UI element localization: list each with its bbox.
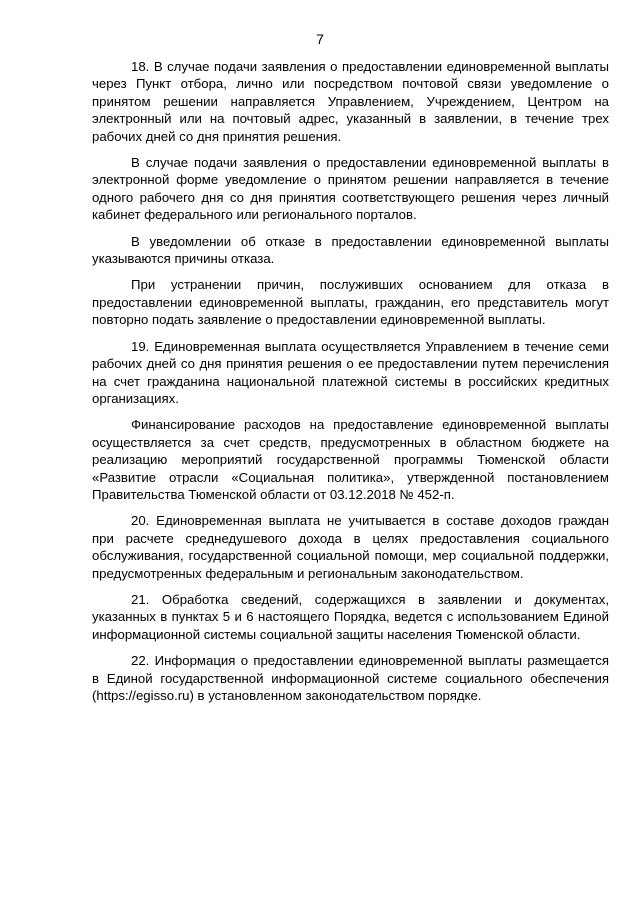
- paragraph-18-reapply: При устранении причин, послуживших основанием для отказа в предоставлении единовременной выплаты, гражданин, его представитель могут повторно подать заявление о предоставлении единовременной выплаты.: [92, 277, 609, 328]
- paragraph-18: 18. В случае подачи заявления о предоставлении единовременной выплаты через Пункт отбора, лично или посредством почтовой связи уведомление о принятом решении направляется Управлением, Учреждением, Центром на электронный или на почтовый адрес, указанный в заявлении, в течение трех рабочих дней со дня принятия решения.: [92, 59, 609, 144]
- paragraph-18-refusal-reasons: В уведомлении об отказе в предоставлении единовременной выплаты указываются причины отказа.: [92, 233, 609, 267]
- paragraph-22: 22. Информация о предоставлении единовременной выплаты размещается в Единой государственной информационной системе социального обеспечения (https://egisso.ru) в установленном законодательством порядке.: [92, 653, 609, 703]
- paragraph-21: 21. Обработка сведений, содержащихся в заявлении и документах, указанных в пунктах 5 и 6 настоящего Порядка, ведется с использованием Единой информационной системы социальной защиты населения Тюменской области.: [92, 591, 609, 642]
- paragraph-18-electronic: В случае подачи заявления о предоставлении единовременной выплаты в электронной форме уведомление о принятом решении направляется в течение одного рабочего дня со дня принятия соответствующего решения через личный кабинет федерального или регионального порталов.: [92, 155, 609, 223]
- paragraph-19: 19. Единовременная выплата осуществляется Управлением в течение семи рабочих дней со дня принятия решения о ее предоставлении путем перечисления на счет гражданина национальной платежной системы в российских кредитных организациях.: [92, 338, 609, 406]
- page-number: 7: [316, 31, 324, 47]
- paragraph-19-financing: Финансирование расходов на предоставление единовременной выплаты осуществляется за счет средств, предусмотренных в областном бюджете на реализацию мероприятий государственной программы Тюменской области «Развитие отрасли «Социальная политика», утвержденной постановлением Правительства Тюменской области от 03.12.2018 № 452-п.: [92, 417, 609, 502]
- paragraph-20: 20. Единовременная выплата не учитывается в составе доходов граждан при расчете среднедушевого дохода в целях предоставления социального обслуживания, государственной социальной помощи, мер социальной поддержки, предусмотренных федеральным и региональным законодательством.: [92, 513, 609, 581]
- document-body: [92, 58, 609, 713]
